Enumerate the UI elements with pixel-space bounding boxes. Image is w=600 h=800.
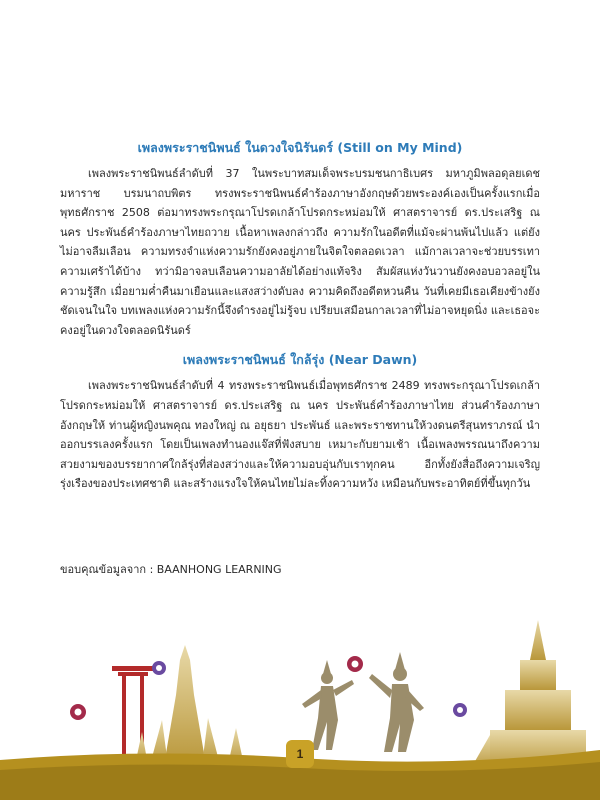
dancer-silhouette-icon <box>302 652 424 752</box>
section-body: เพลงพระราชนิพนธ์ลำดับที่ 4 ทรงพระราชนิพนธ์เมื่อพุทธศักราช 2489 ทรงพระกรุณาโปรดเกล้าโปรดกระหม่อมให้ ศาสตราจารย์ ดร.ประเสริฐ ณ นคร ประพันธ์คำร้องภาษาไทย ส่วนคำร้องภาษาอังกฤษให้ ท่านผู้หญิงนพคุณ ทองใหญ่ ณ อยุธยา ประพันธ์ และพระราชทานให้วงดนตรีสุนทราภรณ์ นำออกบรรเลงครั้งแรก โดยเป็นเพลงทำนองแจ๊สที่ฟังสบาย เหมาะกับยามเช้า เนื้อเพลงพรรณนาถึงความสวยงามของบรรยากาศใกล้รุ่งที่ส่องสว่างและให้ความอบอุ่นกับเราทุกคน อีกทั้งยังสื่อถึงความเจริญรุ่งเรืองของประเทศชาติ และสร้างแรงใจให้คนไทยไม่ละทิ้งความหวัง เหมือนกับพระอาทิตย์ที่ขึ้นทุกวัน <box>60 379 540 491</box>
article-content <box>60 138 540 494</box>
page-number-badge: 1 <box>286 740 314 768</box>
section-title: เพลงพระราชนิพนธ์ ใกล้รุ่ง (Near Dawn) <box>182 352 418 368</box>
golden-mount-icon <box>470 620 586 770</box>
section-near-dawn <box>60 350 540 494</box>
thai-landmarks-illustration <box>0 600 600 800</box>
source-credit: ขอบคุณข้อมูลจาก : BAANHONG LEARNING <box>60 563 282 576</box>
section-still-on-my-mind <box>60 138 540 340</box>
section-title: เพลงพระราชนิพนธ์ ในดวงใจนิรันดร์ (Still on My Mind) <box>137 140 463 155</box>
giant-swing-icon <box>112 666 154 766</box>
temple-prang-icon <box>135 645 244 765</box>
section-body: เพลงพระราชนิพนธ์ลำดับที่ 37 ในพระบาทสมเด็จพระบรมชนกาธิเบศร มหาภูมิพลอดุลยเดชมหาราช บรมนาถบพิตร ทรงพระราชนิพนธ์คำร้องภาษาอังกฤษด้วยพระองค์เองเป็นครั้งแรกเมื่อพุทธศักราช 2508 ต่อมาทรงพระกรุณาโปรดเกล้าโปรดกระหม่อมให้ ศาสตราจารย์ ดร.ประเสริฐ ณ นคร ประพันธ์คำร้องภาษาไทยถวาย เนื้อหาเพลงกล่าวถึง ความรักในอดีตที่แม้จะผ่านพ้นไปแล้ว แต่ยังไม่อาจลืมเลือน ความทรงจำแห่งความรักยังคงอยู่ภายในจิตใจตลอดเวลา แม้กาลเวลาจะช่วยบรรเทาความเศร้าได้บ้าง ทว่ามิอาจลบเลือนความอาลัยได้อย่างแท้จริง สัมผัสแห่งวันวานยังคงอบอวลอยู่ในความรู้สึก เมื่อยามค่ำคืนมาเยือนและแสงสว่างดับลง ความคิดถึงอดีตหวนคืน วันที่เคยมีเธอเคียงข้างยังชัดเจนในใจ บทเพลงแห่งความรักนี้จึงดำรงอยู่ไม่รู้จบ เปรียบเสมือนกาลเวลาที่ไม่อาจหยุดนิ่ง และเธอจะคงอยู่ในดวงใจตลอดนิรันดร์ <box>60 167 540 337</box>
